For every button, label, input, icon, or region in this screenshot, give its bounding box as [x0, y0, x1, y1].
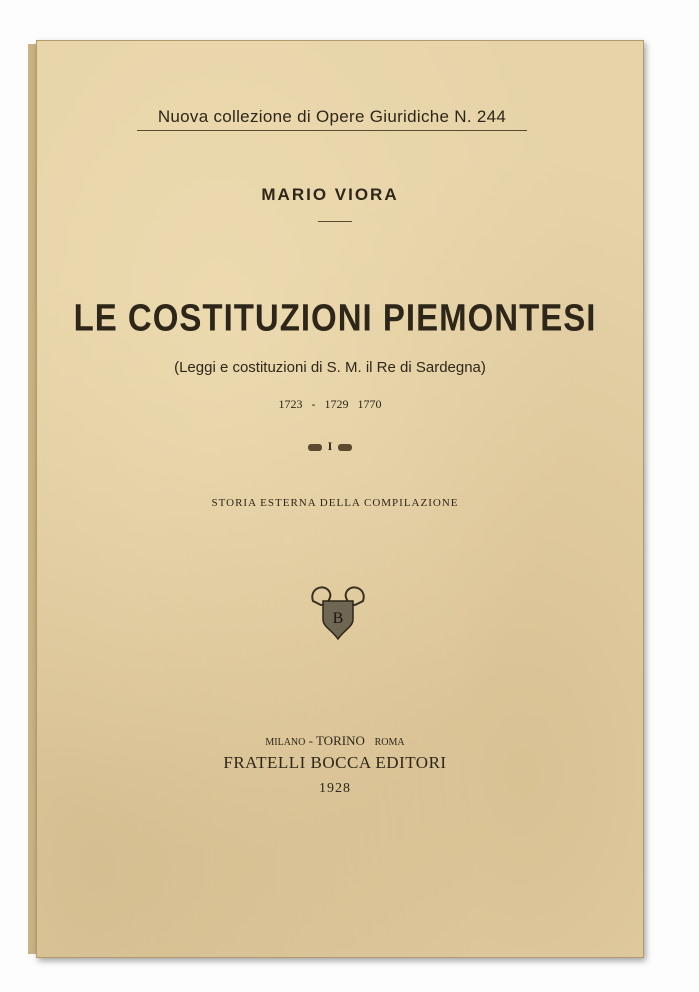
- ornament-icon: [338, 444, 352, 451]
- series-title: Nuova collezione di Opere Giuridiche N. 244: [137, 107, 527, 131]
- city-roma: ROMA: [374, 737, 405, 748]
- city-torino: - TORINO: [308, 733, 365, 748]
- city-milano: MILANO: [265, 737, 306, 748]
- book-title: LE COSTITUZIONI PIEMONTESI: [73, 296, 597, 339]
- author-name: MARIO VIORA: [261, 185, 399, 204]
- ornament-icon: [308, 444, 322, 451]
- years: 1723 - 1729 1770: [278, 397, 382, 411]
- publication-year: 1928: [319, 781, 351, 796]
- volume-number: [27, 439, 633, 454]
- publisher-cities: [32, 733, 638, 749]
- publisher-mark-icon: [307, 583, 369, 641]
- divider: [318, 221, 352, 222]
- svg-text:B: B: [332, 610, 344, 627]
- section-title: STORIA ESTERNA DELLA COMPILAZIONE: [211, 497, 459, 509]
- publisher-name: FRATELLI BOCCA EDITORI: [223, 753, 447, 772]
- book-subtitle: (Leggi e costituzioni di S. M. il Re di Sardegna): [174, 359, 486, 376]
- book-cover: [36, 40, 644, 958]
- volume-label: I: [327, 439, 333, 453]
